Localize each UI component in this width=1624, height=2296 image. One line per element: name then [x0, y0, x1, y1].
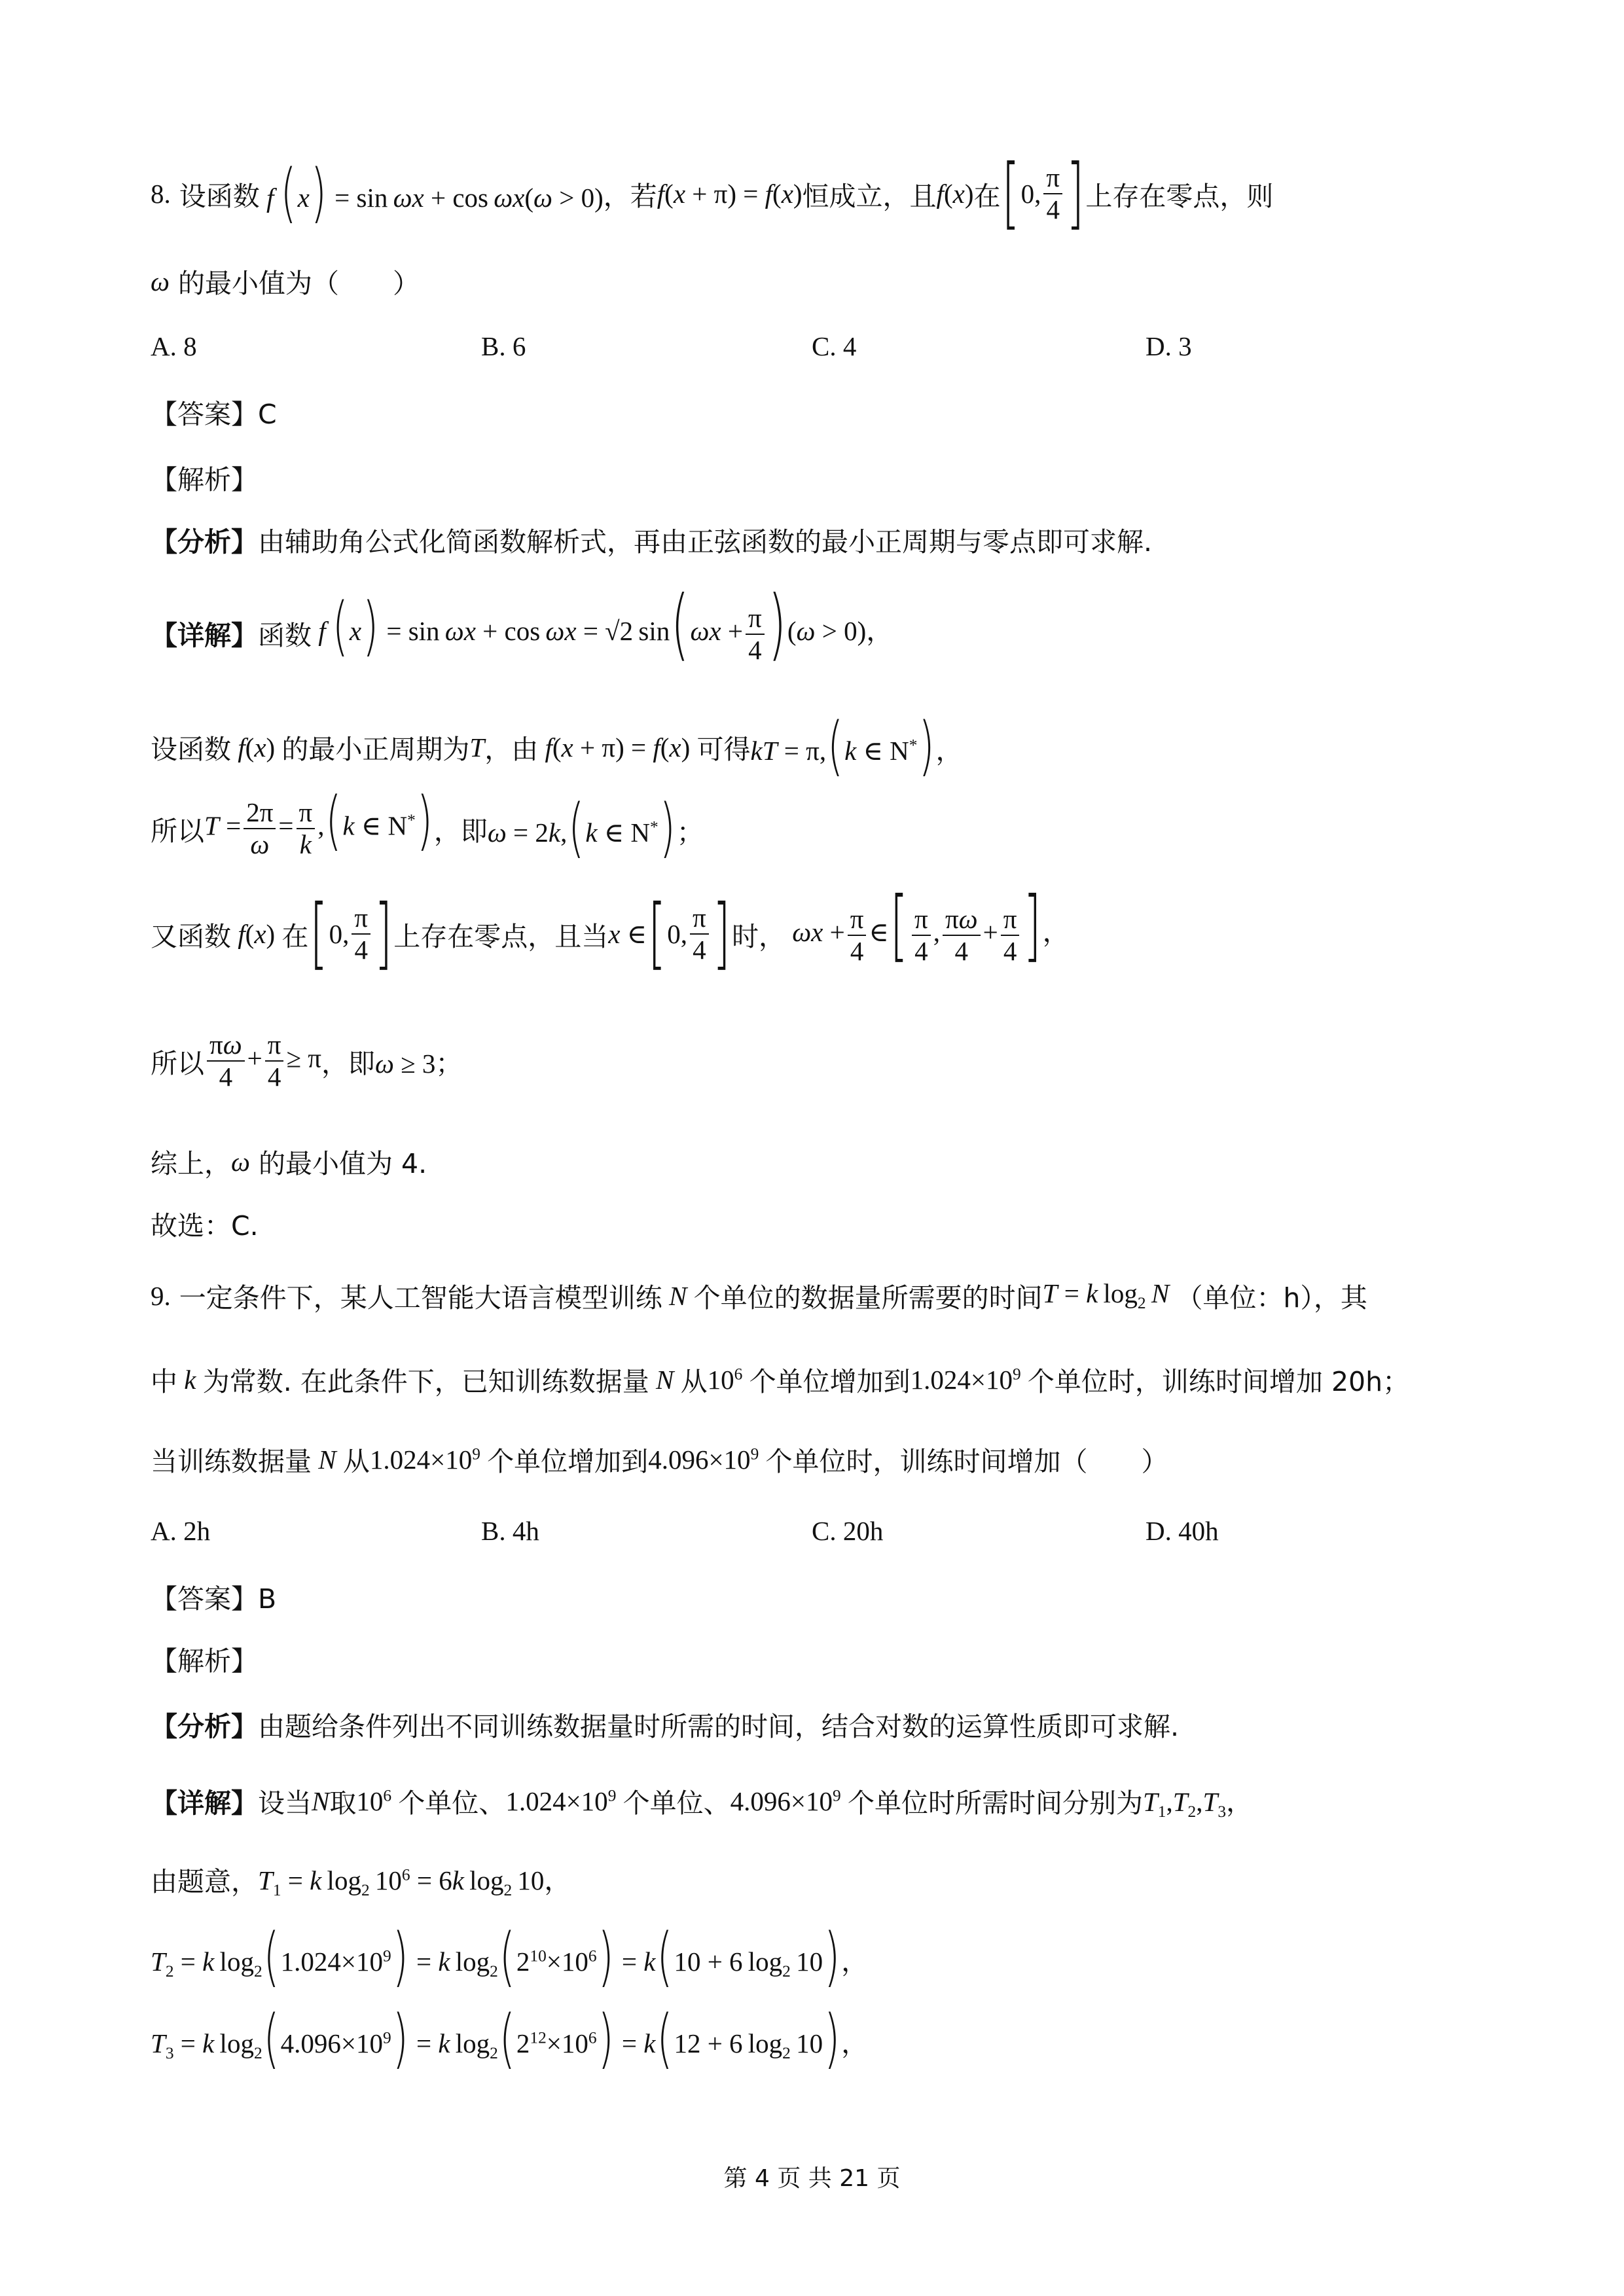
- q8-answer: 【答案】C: [151, 399, 277, 430]
- q8-stem-mid4: 上存在零点，则: [1085, 180, 1274, 212]
- q9-ten6: $10^6$: [707, 1364, 743, 1395]
- q9-4096e9: $4.096\times 10^9$: [648, 1444, 759, 1475]
- q9-xj1-1024: $1.024\times 10^9$: [505, 1785, 617, 1816]
- q8-summary: [151, 1142, 427, 1181]
- q9-line2-b: 为常数. 在此条件下，已知训练数据量: [202, 1366, 649, 1397]
- q8-xiangjie-line5: [151, 1031, 462, 1091]
- q8-xj5-b: ，即: [321, 1047, 375, 1079]
- q8-stem-prefix: 设函数: [179, 180, 260, 212]
- q9-xj1-a: 设当: [258, 1787, 312, 1820]
- q8-xj2-T: T: [469, 732, 485, 762]
- q9-N3: N: [312, 1444, 343, 1475]
- q9-stem-line1: [151, 1276, 1367, 1315]
- q9-stem-line2: [151, 1360, 1409, 1399]
- q8-func-def: f (x) = sin ωx + cos ωx(ω > 0): [266, 155, 604, 231]
- q9-1024e9: $1.024\times 10^9$: [910, 1364, 1021, 1395]
- q8-xj4-c: 上存在零点，且当: [393, 920, 609, 952]
- q9-N2: N: [649, 1364, 681, 1395]
- q8-xj1-formula: f (x) = sin ωx + cos ωx = √2 sin(ωx + $\frac{\pi}{4}$ )(ω > 0)，: [318, 579, 893, 670]
- q8-number: 8.: [151, 179, 171, 209]
- q8-choice-b: B. 6: [481, 331, 526, 361]
- q9-xj1-d: 个单位、: [623, 1787, 731, 1820]
- q9-xiangjie-line2: [151, 1859, 571, 1900]
- q9-xj2-a: 由题意，: [151, 1866, 258, 1898]
- q8-xj2-cond: f(x + π) = f(x): [545, 732, 697, 762]
- q9-line2-e: 个单位时，训练时间增加 20h；: [1027, 1366, 1410, 1397]
- q9-line1-b: 个单位的数据量所需要的时间: [693, 1282, 1043, 1314]
- q8-xj3-formula1: T = $\frac{2\pi}{\omega}$ = $\frac{\pi}{k}$ ,(k ∈ N*): [204, 783, 433, 860]
- q8-xj2-a: 设函数: [151, 734, 231, 765]
- q8-xj4-xin: x ∈: [608, 919, 647, 950]
- q8-xj2-d: 可得: [696, 734, 751, 765]
- q9-xj1-4096: $4.096\times 10^9$: [730, 1785, 841, 1816]
- q8-xj5-a: 所以: [151, 1047, 204, 1079]
- q8-fx: f(x): [936, 179, 974, 209]
- q9-xiangjie-line1: [151, 1780, 1253, 1821]
- q9-xj1-Ts: $T_1,T_2,T_3$，: [1142, 1787, 1254, 1821]
- q9-number: 9.: [151, 1280, 171, 1311]
- q8-stem-mid3: 在: [973, 180, 1001, 212]
- q9-k: k: [177, 1364, 203, 1395]
- q8-omega: ω: [151, 266, 170, 296]
- q8-xj4-formula: ωx + $\frac{\pi}{4}$ ∈[ $\frac{\pi}{4}$ , $\frac{\pi\omega}{4}$ + $\frac{\pi}{4}$ ]，: [792, 880, 1070, 971]
- q8-stem-line2-text: 的最小值为（ ）: [178, 268, 420, 299]
- q9-choice-a: A. 2h: [151, 1516, 211, 1546]
- q9-xj1-ten6: $10^6$: [356, 1785, 392, 1816]
- q8-fenxi-label: 【分析】: [151, 526, 258, 558]
- q8-choice-d: D. 3: [1146, 331, 1192, 361]
- q8-xj1-text: 函数: [258, 619, 312, 651]
- q8-xiangjie-line4: [151, 880, 1070, 979]
- q9-T2-formula: $T_2 = k$ $\log_2(1.024\times 10^9) = k$ $\log_2(2^{10}\times 10^6) = k(10 + 6$ $\log_2 10$)，: [151, 1918, 869, 1995]
- page-footer: 第 4 页 共 21 页: [723, 2165, 901, 2192]
- q8-xj3-formula2: ω = 2k,(k ∈ N*)；: [487, 789, 704, 865]
- q8-choose: 故选：C.: [151, 1210, 259, 1242]
- q9-fenxi-text: 由题给条件列出不同训练数据量时所需的时间，结合对数的运算性质即可求解.: [258, 1711, 1180, 1742]
- q9-fenxi-label: 【分析】: [151, 1711, 258, 1742]
- q8-fenxi: [151, 520, 1152, 559]
- q9-xj1-N: N: [312, 1785, 330, 1816]
- q8-xiangjie-line1: [151, 579, 893, 670]
- q8-xj5-formula1: $\frac{\pi\omega}{4}$ + $\frac{\pi}{4}$ ≥ π: [204, 1031, 321, 1091]
- q8-xiangjie-label: 【详解】: [151, 619, 258, 651]
- q9-N1: N: [662, 1280, 694, 1311]
- q9-line3-d: 个单位时，训练时间增加（ ）: [765, 1446, 1168, 1477]
- q9-1024e9-b: $1.024\times 10^9$: [369, 1444, 480, 1475]
- q9-answer: 【答案】B: [151, 1583, 277, 1615]
- q8-xj4-d: 时，: [731, 920, 785, 952]
- q9-xj1-b: 取: [329, 1787, 357, 1820]
- q8-fenxi-text: 由辅助角公式化简函数解析式，再由正弦函数的最小正周期与零点即可求解.: [258, 526, 1153, 558]
- q9-line3-c: 个单位增加到: [487, 1446, 649, 1477]
- q8-xj4-fx: f(x): [238, 919, 282, 950]
- q8-xiangjie-line3: [151, 783, 704, 865]
- q9-stem-line3: [151, 1440, 1168, 1479]
- q8-choice-c: C. 4: [812, 331, 857, 361]
- q8-xj2-b: 的最小正周期为: [281, 734, 470, 765]
- q9-analysis-title: 【解析】: [151, 1645, 258, 1677]
- q9-xiangjie-line4: [151, 2000, 869, 2077]
- q9-xiangjie-label: 【详解】: [151, 1787, 258, 1820]
- q8-analysis-title: 【解析】: [151, 464, 258, 495]
- q8-stem-mid1: ，若: [603, 180, 657, 212]
- q9-xj1-c: 个单位、: [398, 1787, 506, 1820]
- q9-formula1: T = k $\log_2 N$: [1042, 1278, 1170, 1313]
- q8-xj5-formula2: ω ≥ 3；: [374, 1048, 463, 1079]
- q8-xiangjie-line2: [151, 708, 963, 784]
- q9-fenxi: [151, 1705, 1179, 1744]
- q9-choice-d: D. 40h: [1146, 1516, 1219, 1546]
- q9-xj2-formula: $T_1 = k$ $\log_2 10^6 = 6k$ $\log_2 10$，: [258, 1865, 571, 1900]
- q9-line3-a: 当训练数据量: [151, 1446, 312, 1477]
- q8-stem-mid2: 恒成立，且: [802, 180, 937, 212]
- q9-xiangjie-line3: [151, 1918, 869, 1995]
- q8-xj2-fx: f(x): [238, 732, 282, 762]
- q9-line1-c: （单位：h），其: [1176, 1282, 1367, 1314]
- q9-choice-b: B. 4h: [481, 1516, 539, 1546]
- q9-T3-formula: $T_3 = k$ $\log_2(4.096\times 10^9) = k$ $\log_2(2^{12}\times 10^6) = k(12 + 6$ $\log_2 10$)，: [151, 2000, 869, 2077]
- q9-line2-a: 中: [151, 1366, 177, 1397]
- q8-summary-b: 的最小值为 4.: [259, 1148, 427, 1179]
- q8-xj4-interval1: [ 0, $\frac{\pi}{4}$ ]: [310, 888, 393, 979]
- q8-choice-a: A. 8: [151, 331, 197, 361]
- q8-summary-omega: ω: [231, 1146, 250, 1177]
- q8-xj3-a: 所以: [151, 815, 204, 847]
- q8-xj3-b: ，即: [433, 815, 488, 847]
- q8-xj4-a: 又函数: [151, 920, 231, 952]
- q8-summary-a: 综上，: [151, 1148, 231, 1179]
- q9-xj1-e: 个单位时所需时间分别为: [847, 1787, 1143, 1820]
- q9-line3-b: 从: [342, 1446, 370, 1477]
- q9-line1-a: 一定条件下，某人工智能大语言模型训练: [179, 1282, 662, 1314]
- q8-xj4-b: 在: [281, 920, 309, 952]
- q9-choice-c: C. 20h: [812, 1516, 884, 1546]
- q8-interval: [ 0, $\frac{\pi}{4}$ ]: [1001, 148, 1085, 239]
- q8-period-cond: f(x + π) = f(x): [657, 179, 803, 209]
- q9-line2-d: 个单位增加到: [749, 1366, 911, 1397]
- q8-xj2-formula: kT = π,(k ∈ N*)，: [750, 708, 963, 784]
- q8-stem-line2: [151, 262, 420, 300]
- q8-xj2-c: ，由: [484, 734, 539, 765]
- q9-line2-c: 从: [680, 1366, 708, 1397]
- q8-xj4-interval2: [ 0, $\frac{\pi}{4}$ ]: [648, 888, 731, 979]
- q8-stem-line1: [151, 148, 1274, 239]
